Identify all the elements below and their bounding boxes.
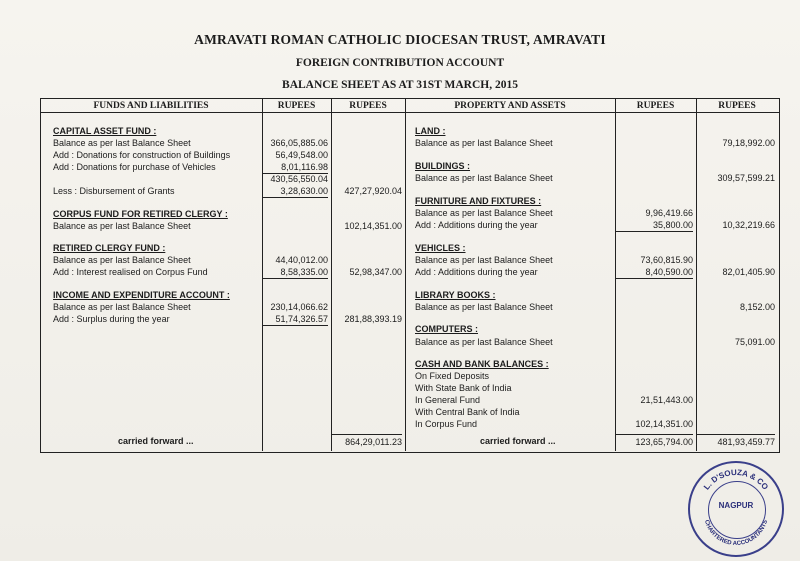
furniture-line: Balance as per last Balance Sheet — [415, 208, 553, 218]
retired-value: 44,40,012.00 — [275, 255, 328, 265]
retired-total: 52,98,347.00 — [349, 267, 402, 277]
income-line: Balance as per last Balance Sheet — [53, 302, 191, 312]
org-name: AMRAVATI ROMAN CATHOLIC DIOCESAN TRUST, AMRAVATI — [194, 32, 606, 47]
carried-forward-label: carried forward ... — [118, 436, 194, 446]
corpus-total: 102,14,351.00 — [344, 221, 402, 231]
computers-total: 75,091.00 — [734, 337, 775, 347]
divider — [405, 98, 406, 451]
auditor-stamp — [688, 461, 784, 557]
liabilities-carried-total: 864,29,011.23 — [331, 434, 402, 448]
col-header-liabilities: FUNDS AND LIABILITIES — [93, 101, 209, 111]
header-rule — [40, 112, 779, 113]
cash-line: In General Fund — [415, 395, 481, 405]
account-name: FOREIGN CONTRIBUTION ACCOUNT — [295, 57, 505, 69]
furniture-value: 35,800.00 — [615, 220, 693, 232]
furniture-total: 10,32,219.66 — [722, 220, 775, 230]
vehicles-value: 73,60,815.90 — [640, 255, 693, 265]
land-line: Balance as per last Balance Sheet — [415, 138, 553, 148]
furniture-heading: FURNITURE AND FIXTURES : — [415, 196, 542, 206]
capital-line: Add : Donations for construction of Buildings — [53, 150, 231, 160]
col-header-rupees: RUPEES — [718, 101, 756, 111]
cash-line: In Corpus Fund — [415, 419, 478, 429]
vehicles-total: 82,01,405.90 — [722, 267, 775, 277]
income-value: 51,74,326.57 — [262, 314, 328, 326]
cash-line: With State Bank of India — [415, 383, 512, 393]
col-header-rupees: RUPEES — [636, 101, 675, 111]
vehicles-line: Add : Additions during the year — [415, 267, 538, 277]
col-header-rupees: RUPEES — [277, 101, 316, 111]
cash-value: 21,51,443.00 — [640, 395, 693, 405]
col-header-rupees: RUPEES — [349, 101, 387, 111]
retired-value: 8,58,335.00 — [262, 267, 328, 279]
cash-heading: CASH AND BANK BALANCES : — [415, 359, 549, 369]
buildings-heading: BUILDINGS : — [415, 161, 470, 171]
retired-line: Add : Interest realised on Corpus Fund — [53, 267, 208, 277]
capital-total: 427,27,920.04 — [344, 186, 402, 196]
corpus-heading: CORPUS FUND FOR RETIRED CLERGY : — [53, 209, 228, 219]
carried-forward-label: carried forward ... — [480, 436, 556, 446]
capital-value: 366,05,885.06 — [270, 138, 328, 148]
stamp-firm: L. D'SOUZA & CO — [701, 467, 770, 492]
land-heading: LAND : — [415, 126, 446, 136]
cash-value: 102,14,351.00 — [635, 419, 693, 429]
stamp-subtitle: CHARTERED ACCOUNTANTS — [702, 519, 770, 548]
library-line: Balance as per last Balance Sheet — [415, 302, 553, 312]
col-header-assets: PROPERTY AND ASSETS — [454, 101, 566, 111]
furniture-value: 9,96,419.66 — [645, 208, 693, 218]
stamp-inner-ring — [708, 481, 766, 539]
income-total: 281,88,393.19 — [344, 314, 402, 324]
assets-carried-subtotal: 123,65,794.00 — [615, 434, 693, 448]
vehicles-heading: VEHICLES : — [415, 243, 466, 253]
buildings-line: Balance as per last Balance Sheet — [415, 173, 553, 183]
retired-line: Balance as per last Balance Sheet — [53, 255, 191, 265]
stamp-city: NAGPUR — [718, 501, 754, 510]
land-total: 79,18,992.00 — [722, 138, 775, 148]
income-value: 230,14,066.62 — [270, 302, 328, 312]
library-heading: LIBRARY BOOKS : — [415, 290, 496, 300]
assets-carried-total: 481,93,459.77 — [696, 434, 775, 448]
income-heading: INCOME AND EXPENDITURE ACCOUNT : — [53, 290, 230, 300]
retired-heading: RETIRED CLERGY FUND : — [53, 243, 166, 253]
sheet-title: BALANCE SHEET AS AT 31ST MARCH, 2015 — [282, 79, 518, 91]
capital-line: Add : Donations for purchase of Vehicles — [53, 162, 216, 172]
cash-line: On Fixed Deposits — [415, 371, 490, 381]
vehicles-value: 8,40,590.00 — [615, 267, 693, 279]
capital-value: 56,49,548.00 — [275, 150, 328, 160]
capital-subtotal: 430,56,550.04 — [270, 174, 328, 184]
capital-value: 3,28,630.00 — [262, 186, 328, 198]
buildings-total: 309,57,599.21 — [717, 173, 775, 183]
library-total: 8,152.00 — [739, 302, 775, 312]
capital-value: 8,01,116.98 — [262, 162, 328, 174]
capital-line: Balance as per last Balance Sheet — [53, 138, 191, 148]
computers-heading: COMPUTERS : — [415, 324, 478, 334]
cash-line: With Central Bank of India — [415, 407, 520, 417]
furniture-line: Add : Additions during the year — [415, 220, 538, 230]
income-line: Add : Surplus during the year — [53, 314, 170, 324]
corpus-line: Balance as per last Balance Sheet — [53, 221, 191, 231]
capital-heading: CAPITAL ASSET FUND : — [53, 126, 157, 136]
vehicles-line: Balance as per last Balance Sheet — [415, 255, 553, 265]
computers-line: Balance as per last Balance Sheet — [415, 337, 553, 347]
capital-line: Less : Disbursement of Grants — [53, 186, 175, 196]
